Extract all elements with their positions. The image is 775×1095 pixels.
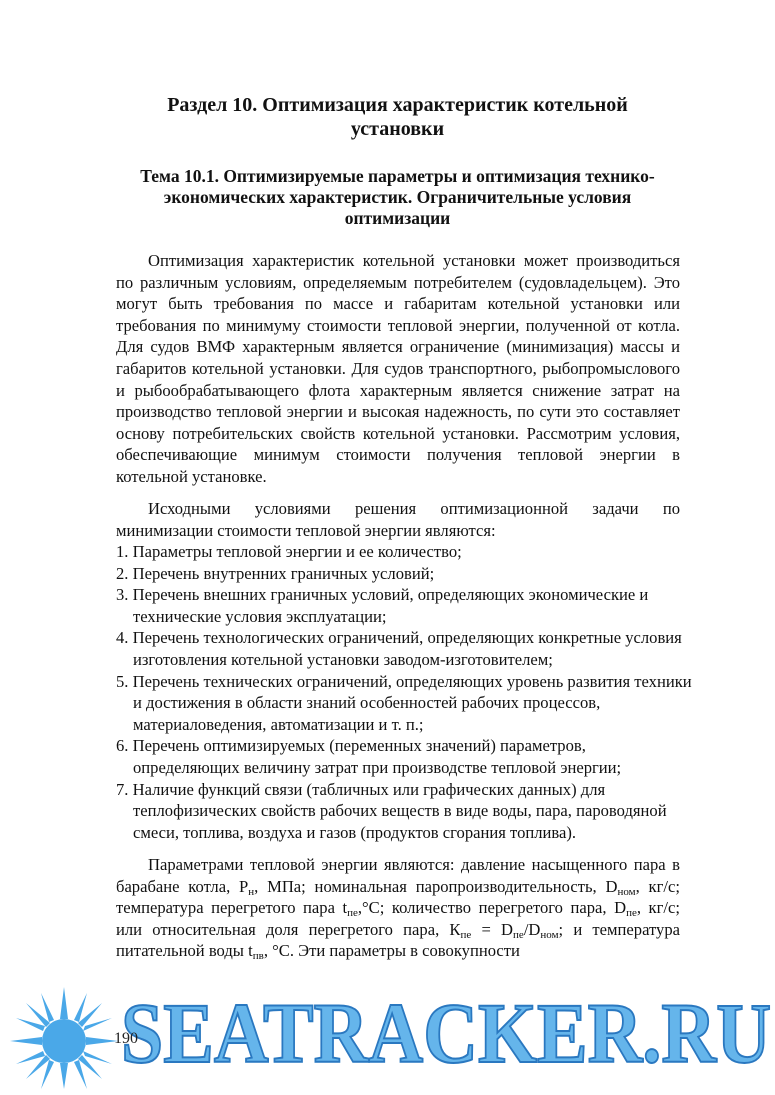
p3-text: /D [523,919,541,939]
section-title [110,93,685,141]
topic-title-line-2: экономических характеристик. Ограничительные условия [163,187,632,207]
page-number: 190 [114,1030,138,1047]
p3-text: ; и температура питательной воды t [116,919,681,961]
p3-subscript: пе [513,928,524,941]
paragraph-2: Исходными условиями решения оптимизационной задачи по минимизации стоимости тепловой энергии являются: [116,499,680,540]
p3-text: ,°С; количество перегретого пара, D [357,898,627,918]
sun-logo-icon [8,985,120,1090]
list-item: 1. Параметры тепловой энергии и ее количество; [116,542,462,561]
section-title-line-2: установки [350,118,445,140]
p3-text: , кг/с; температура перегретого пара t [116,876,680,918]
topic-title-line-3: оптимизации [344,208,451,228]
topic-title-line-1: Тема 10.1. Оптимизируемые параметры и оптимизация технико- [140,166,655,186]
p3-text: Параметрами тепловой энергии являются: давление насыщенного пара в барабане котла, Р [116,855,680,896]
list-item: 5. Перечень технических ограничений, определяющих уровень развития техники и достижения в области знаний особенностей рабочих процессов, материаловедения, автоматизации и т. п.; [116,671,692,734]
list-item: 6. Перечень оптимизируемых (переменных значений) параметров, определяющих величину затрат при производстве тепловой энергии; [116,736,622,777]
p3-text: , °С. Эти параметры в совокупности [263,941,520,961]
list-item: 7. Наличие функций связи (табличных или графических данных) для теплофизических свойств рабочих веществ в виде воды, пара, пароводяной смеси, топлива, воздуха и газов (продуктов сгорания топлива). [116,779,667,842]
p3-subscript: пе [460,928,472,941]
p3-text: , МПа; номинальная паропроизводительность, D [254,876,618,896]
list-item: 3. Перечень внешних граничных условий, определяющих экономические и технические условия эксплуатации; [116,585,649,626]
p3-subscript: н [248,885,255,898]
p3-text: = D [471,919,514,939]
watermark-text: SEATRACKER.RU [121,985,771,1081]
topic-title [110,166,685,229]
paragraph-1: Оптимизация характеристик котельной установки может производиться по различным условиям, определяемым потребителем (судовладельцем). Это могут быть требования по массе и габаритам котельной установки или требования по минимуму стоимости тепловой энергии, полученной от котла. Для судов ВМФ характерным является ограничение (минимизация) массы и габаритов котельной установки. Для судов транспортного, рыбопромыслового и рыбообрабатывающего флота характерным является снижение затрат на производство тепловой энергии и высокая надежность, по сути это составляет основу потребительских свойств котельной установки. Рассмотрим условия, обеспечивающие минимум стоимости получения тепловой энергии в котельной установке. [116,251,680,486]
p3-text: , кг/с; или относительная доля перегретого пара, К [116,898,680,939]
p3-subscript: пе [347,907,358,920]
section-title-line-1: Раздел 10. Оптимизация характеристик котельной [167,94,628,116]
paragraph-3 [116,854,680,962]
conditions-list [116,541,696,843]
list-item: 2. Перечень внутренних граничных условий; [116,563,435,583]
p3-subscript: ном [540,928,559,941]
watermark-logo [116,982,775,1082]
list-item: 4. Перечень технологических ограничений, определяющих конкретные условия изготовления котельной установки заводом-изготовителем; [116,628,682,669]
p3-subscript: ном [617,885,636,898]
p3-subscript: пв [252,950,264,963]
p3-subscript: пе [626,907,637,920]
